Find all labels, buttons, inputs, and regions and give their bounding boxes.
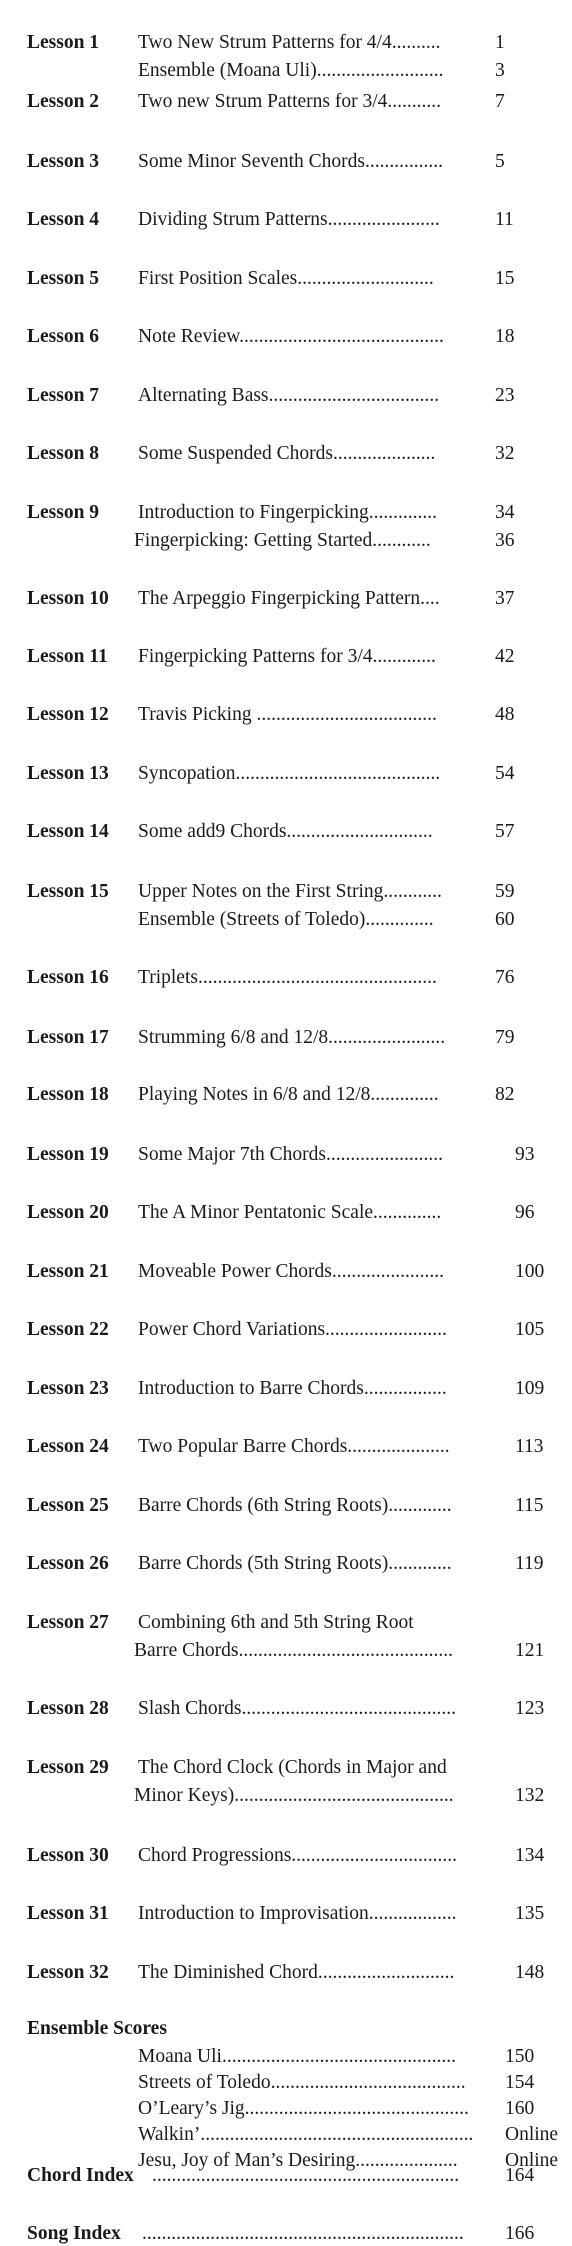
lesson-title: The Chord Clock (Chords in Major and	[138, 1757, 447, 1778]
lesson-title: Some add9 Chords..............................	[138, 821, 433, 842]
page-number: 37	[495, 588, 515, 609]
page-number: 113	[515, 1436, 544, 1457]
lesson-title: Upper Notes on the First String............	[138, 881, 442, 902]
page-number: 36	[495, 530, 515, 551]
page-number: 93	[515, 1144, 535, 1165]
lesson-title: Two new Strum Patterns for 3/4...........	[138, 91, 442, 112]
lesson-title: Two Popular Barre Chords.....................	[138, 1436, 450, 1457]
page-number: 123	[515, 1698, 545, 1719]
lesson-title: Slash Chords............................................	[138, 1698, 456, 1719]
page-number: 119	[515, 1553, 544, 1574]
lesson-number: Lesson 14	[27, 821, 109, 842]
page-number: 57	[495, 821, 515, 842]
lesson-number: Lesson 25	[27, 1495, 109, 1516]
page-number: 100	[515, 1261, 545, 1282]
page-number: 166	[505, 2223, 535, 2244]
lesson-title: Barre Chords (6th String Roots).............	[138, 1495, 452, 1516]
page-number: 82	[495, 1084, 515, 1105]
page-number: 1	[495, 32, 505, 53]
page-number: 160	[505, 2098, 535, 2119]
lesson-title: Barre Chords (5th String Roots).............	[138, 1553, 452, 1574]
page-number: 3	[495, 60, 505, 81]
page-number: 148	[515, 1962, 545, 1983]
page-number: 76	[495, 967, 515, 988]
lesson-number: Lesson 30	[27, 1845, 109, 1866]
lesson-title: Dividing Strum Patterns.......................	[138, 209, 440, 230]
lesson-title: Two New Strum Patterns for 4/4..........	[138, 32, 441, 53]
lesson-number: Lesson 22	[27, 1319, 109, 1340]
lesson-title: Introduction to Improvisation..................	[138, 1903, 457, 1924]
page-number: 18	[495, 326, 515, 347]
page-number: 60	[495, 909, 515, 930]
page-number: 5	[495, 151, 505, 172]
ensemble-item: Jesu, Joy of Man’s Desiring.....................	[138, 2150, 458, 2171]
lesson-title: The Arpeggio Fingerpicking Pattern....	[138, 588, 440, 609]
lesson-title: Playing Notes in 6/8 and 12/8..............	[138, 1084, 439, 1105]
lesson-number: Lesson 11	[27, 646, 108, 667]
index-label: Song Index	[27, 2223, 121, 2244]
lesson-title: Barre Chords............................................	[134, 1640, 454, 1661]
lesson-title: The A Minor Pentatonic Scale..............	[138, 1202, 442, 1223]
lesson-number: Lesson 7	[27, 385, 100, 406]
lesson-number: Lesson 3	[27, 151, 100, 172]
page-number: 132	[515, 1785, 545, 1806]
page-number: Online	[505, 2150, 559, 2171]
lesson-number: Lesson 29	[27, 1757, 109, 1778]
lesson-title: Introduction to Fingerpicking..............	[138, 502, 437, 523]
lesson-title: Travis Picking .....................................	[138, 704, 437, 725]
page-number: 15	[495, 268, 515, 289]
page-number: 42	[495, 646, 515, 667]
lesson-number: Lesson 27	[27, 1612, 109, 1633]
index-leader: ...............................................................	[152, 2165, 460, 2186]
lesson-number: Lesson 20	[27, 1202, 109, 1223]
ensemble-item: O’Leary’s Jig..............................................	[138, 2098, 469, 2119]
index-label: Chord Index	[27, 2165, 134, 2186]
lesson-title: Triplets.................................................	[138, 967, 437, 988]
lesson-title: Strumming 6/8 and 12/8........................	[138, 1027, 446, 1048]
lesson-title: Fingerpicking: Getting Started............	[134, 530, 431, 551]
page-number: Online	[505, 2124, 559, 2145]
lesson-number: Lesson 21	[27, 1261, 109, 1282]
lesson-number: Lesson 8	[27, 443, 100, 464]
lesson-number: Lesson 12	[27, 704, 109, 725]
ensemble-heading: Ensemble Scores	[27, 2018, 167, 2039]
page-number: 135	[515, 1903, 545, 1924]
lesson-number: Lesson 17	[27, 1027, 109, 1048]
lesson-title: Note Review..........................................	[138, 326, 444, 347]
lesson-title: Syncopation..........................................	[138, 763, 441, 784]
page-number: 115	[515, 1495, 544, 1516]
lesson-number: Lesson 10	[27, 588, 109, 609]
page-number: 96	[515, 1202, 535, 1223]
page-number: 23	[495, 385, 515, 406]
ensemble-item: Walkin’........................................................	[138, 2124, 474, 2145]
page-number: 150	[505, 2046, 535, 2067]
lesson-title: Ensemble (Streets of Toledo)..............	[138, 909, 434, 930]
lesson-number: Lesson 13	[27, 763, 109, 784]
ensemble-item: Streets of Toledo........................................	[138, 2072, 466, 2093]
lesson-number: Lesson 31	[27, 1903, 109, 1924]
lesson-title: Alternating Bass...................................	[138, 385, 440, 406]
page-number: 48	[495, 704, 515, 725]
lesson-title: Introduction to Barre Chords.................	[138, 1378, 447, 1399]
lesson-number: Lesson 18	[27, 1084, 109, 1105]
index-leader: ..................................................................	[142, 2223, 464, 2244]
lesson-title: Power Chord Variations.........................	[138, 1319, 447, 1340]
lesson-number: Lesson 24	[27, 1436, 109, 1457]
page-number: 154	[505, 2072, 535, 2093]
page-number: 109	[515, 1378, 545, 1399]
lesson-number: Lesson 32	[27, 1962, 109, 1983]
page-number: 11	[495, 209, 514, 230]
lesson-number: Lesson 4	[27, 209, 100, 230]
ensemble-item: Moana Uli................................................	[138, 2046, 456, 2067]
lesson-number: Lesson 1	[27, 32, 100, 53]
page-number: 105	[515, 1319, 545, 1340]
lesson-title: Moveable Power Chords.......................	[138, 1261, 445, 1282]
lesson-title: Minor Keys).............................................	[134, 1785, 454, 1806]
lesson-number: Lesson 19	[27, 1144, 109, 1165]
page-number: 134	[515, 1845, 545, 1866]
lesson-number: Lesson 28	[27, 1698, 109, 1719]
lesson-title: Some Major 7th Chords........................	[138, 1144, 443, 1165]
lesson-number: Lesson 16	[27, 967, 109, 988]
page-number: 121	[515, 1640, 545, 1661]
page-number: 54	[495, 763, 515, 784]
lesson-title: Ensemble (Moana Uli)..........................	[138, 60, 444, 81]
page-number: 79	[495, 1027, 515, 1048]
lesson-title: First Position Scales............................	[138, 268, 434, 289]
lesson-title: Chord Progressions..................................	[138, 1845, 458, 1866]
page-number: 34	[495, 502, 515, 523]
lesson-number: Lesson 15	[27, 881, 109, 902]
lesson-number: Lesson 2	[27, 91, 100, 112]
lesson-number: Lesson 9	[27, 502, 100, 523]
lesson-number: Lesson 5	[27, 268, 100, 289]
page-number: 59	[495, 881, 515, 902]
page-number: 7	[495, 91, 505, 112]
page-number: 164	[505, 2165, 535, 2186]
lesson-title: Some Suspended Chords.....................	[138, 443, 436, 464]
lesson-number: Lesson 26	[27, 1553, 109, 1574]
lesson-title: The Diminished Chord............................	[138, 1962, 455, 1983]
lesson-number: Lesson 6	[27, 326, 100, 347]
lesson-title: Some Minor Seventh Chords................	[138, 151, 443, 172]
lesson-title: Fingerpicking Patterns for 3/4.............	[138, 646, 436, 667]
lesson-number: Lesson 23	[27, 1378, 109, 1399]
lesson-title: Combining 6th and 5th String Root	[138, 1612, 414, 1633]
page-number: 32	[495, 443, 515, 464]
